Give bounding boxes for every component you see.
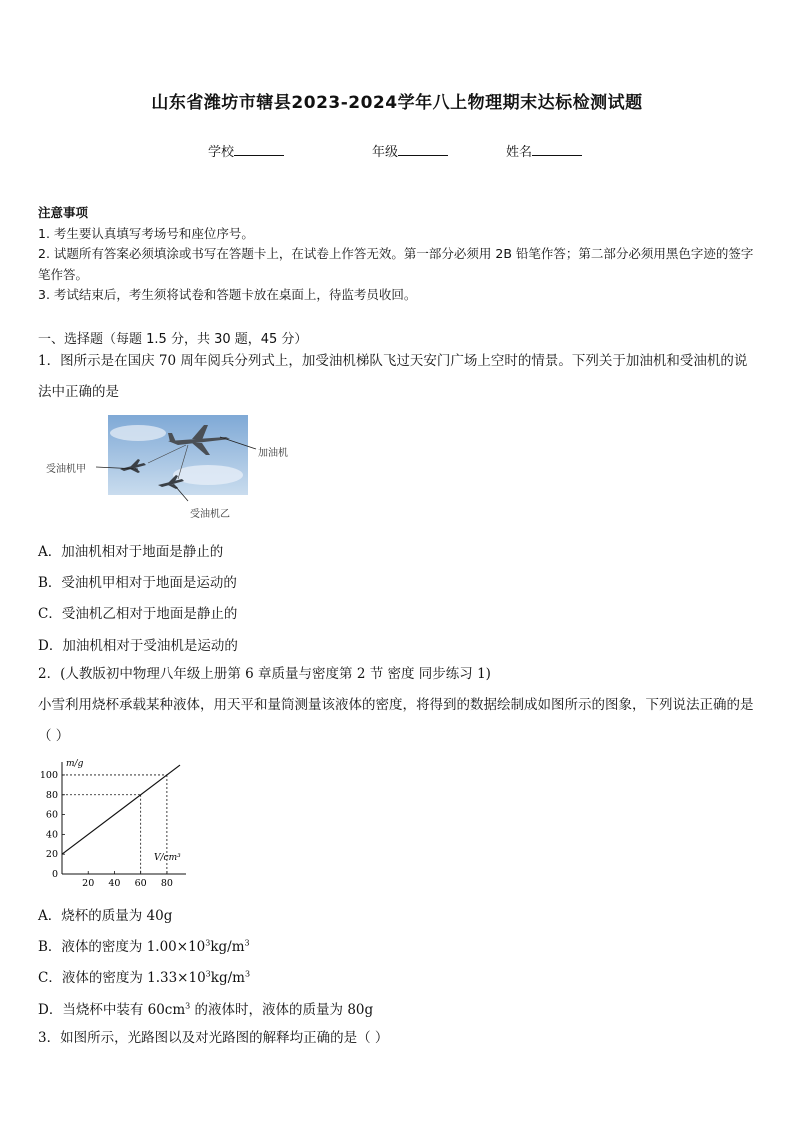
question-2-source: 2．(人教版初中物理八年级上册第 6 章质量与密度第 2 节 密度 同步练习 1) <box>38 666 491 682</box>
label-jet-b: 受油机乙 <box>190 509 230 520</box>
name-label: 姓名 <box>506 145 533 160</box>
q2-option-d-exp: 3 <box>185 1001 191 1011</box>
x-tick-label: 20 <box>82 878 95 888</box>
q2-option-c-unit-exp: 3 <box>244 969 251 979</box>
y-tick-label: 100 <box>39 769 58 781</box>
exam-notes <box>38 203 760 306</box>
y-tick-label: 80 <box>45 789 58 801</box>
question-1-stem: 1．图所示是在国庆 70 周年阅兵分列式上，加受油机梯队飞过天安门广场上空时的情景。下列关于加油机和受油机的说法中正确的是 <box>38 353 748 400</box>
label-tanker: 加油机 <box>258 448 288 459</box>
q2-option-c[interactable] <box>38 966 250 986</box>
q2-option-a[interactable]: A．烧杯的质量为 40g <box>38 908 173 924</box>
q2-option-b-exp: 3 <box>205 938 211 948</box>
section-heading-choice: 一、选择题（每题 1.5 分，共 30 题，45 分） <box>38 332 308 347</box>
mass-volume-chart <box>30 758 190 888</box>
series-line <box>62 765 180 854</box>
q2-option-b-unit-exp: 3 <box>244 938 250 948</box>
question-3-stem: 3．如图所示，光路图以及对光路图的解释均正确的是（ ） <box>38 1030 389 1046</box>
y-tick-label: 20 <box>45 849 58 861</box>
note-item-3: 3. 考试结束后，考生须将试卷和答题卡放在桌面上，待监考员收回。 <box>38 287 417 302</box>
note-item-2: 2. 试题所有答案必须填涂或书写在答题卡上，在试卷上作答无效。第一部分必须用 2B 铅笔作答；第二部分必须用黑色字迹的签字笔作答。 <box>38 246 754 282</box>
q2-option-b[interactable] <box>38 935 250 955</box>
question-2-stem: 小雪利用烧杯承载某种液体，用天平和量筒测量该液体的密度，将得到的数据绘制成如图所示的图象，下列说法正确的是（ ） <box>38 697 754 744</box>
q1-option-d[interactable]: D．加油机相对于受油机是运动的 <box>38 638 238 654</box>
q1-option-a[interactable]: A．加油机相对于地面是静止的 <box>38 544 224 560</box>
y-axis-label: m/g <box>66 759 84 769</box>
page-title: 山东省潍坊市辖县2023-2024学年八上物理期末达标检测试题 <box>151 93 643 113</box>
school-label: 学校 <box>208 145 235 160</box>
y-tick-label: 0 <box>51 869 58 880</box>
label-jet-a: 受油机甲 <box>46 464 86 475</box>
q2-option-c-text: C．液体的密度为 1.33×10 <box>38 970 206 986</box>
q1-option-c[interactable]: C．受油机乙相对于地面是静止的 <box>38 606 238 622</box>
q2-option-b-unit: kg/m <box>210 939 245 955</box>
grade-field[interactable] <box>372 141 448 160</box>
note-item-1: 1. 考生要认真填写考场号和座位序号。 <box>38 225 254 241</box>
photo-leader-lines <box>80 425 270 515</box>
grade-label: 年级 <box>372 145 399 160</box>
q1-option-b[interactable]: B．受油机甲相对于地面是运动的 <box>38 575 237 591</box>
x-tick-label: 80 <box>160 878 173 888</box>
name-field[interactable] <box>506 141 582 160</box>
q2-option-d-suffix: 的液体时，液体的质量为 80g <box>190 1002 374 1018</box>
notes-heading: 注意事项 <box>38 205 89 220</box>
q2-option-d[interactable] <box>38 998 373 1018</box>
x-axis-label: V/cm³ <box>154 853 181 863</box>
q2-option-c-exp: 3 <box>205 969 211 979</box>
y-tick-label: 40 <box>45 829 58 841</box>
x-tick-label: 60 <box>134 878 147 888</box>
q2-option-c-unit: kg/m <box>210 970 245 986</box>
y-tick-label: 60 <box>45 809 58 821</box>
q2-option-d-text: D．当烧杯中装有 60cm <box>38 1002 186 1018</box>
q2-option-b-text: B．液体的密度为 1.00×10 <box>38 939 206 955</box>
school-field[interactable] <box>208 141 284 160</box>
x-tick-label: 40 <box>108 878 121 888</box>
